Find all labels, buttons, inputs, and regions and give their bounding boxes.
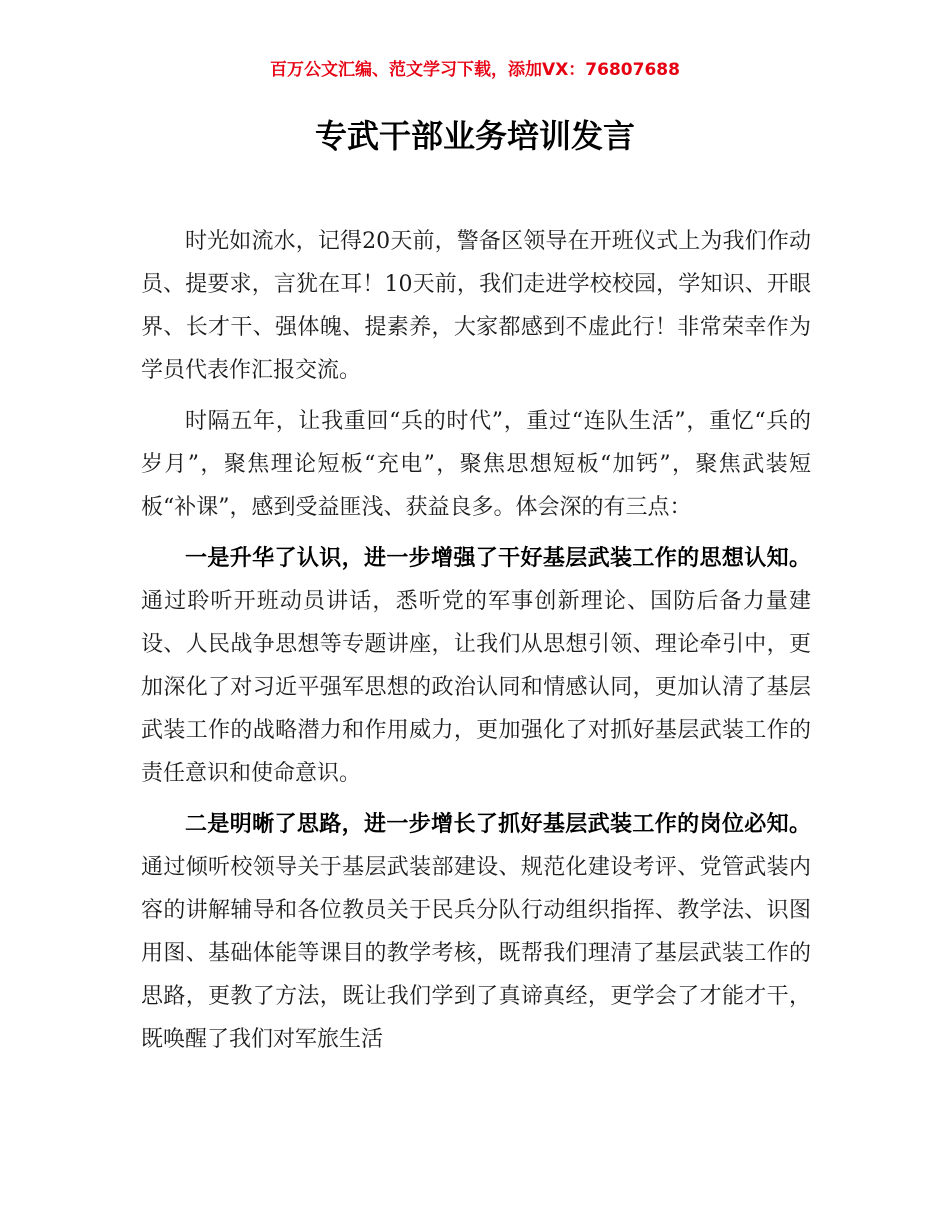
paragraph-2: [141, 400, 811, 529]
document-title: 专武干部业务培训发言: [314, 117, 635, 155]
paragraph-lead-heading: 一是升华了认识，进一步增强了干好基层武装工作的思想认知。: [185, 545, 811, 571]
paragraph-text: 通过倾听校领导关于基层武装部建设、规范化建设考评、党管武装内容的讲解辅导和各位教员关于民兵分队行动组织指挥、教学法、识图用图、基础体能等课目的教学考核，既帮我们理清了基层武装工作的思路，更教了方法，既让我们学到了真谛真经，更学会了才能才干，既唤醒了我们对军旅生活: [141, 855, 811, 1052]
paragraph-text: 时光如流水，记得20天前，警备区领导在开班仪式上为我们作动员、提要求，言犹在耳！10天前，我们走进学校校园，学知识、开眼界、长才干、强体魄、提素养，大家都感到不虚此行！非常荣幸作为学员代表作汇报交流。: [141, 229, 811, 383]
paragraph-lead-heading: 二是明晰了思路，进一步增长了抓好基层武装工作的岗位必知。: [185, 811, 811, 837]
paragraph-3: [141, 537, 811, 795]
document-body: [141, 220, 811, 1069]
paragraph-text: 通过聆听开班动员讲话，悉听党的军事创新理论、国防后备力量建设、人民战争思想等专题讲座，让我们从思想引领、理论牵引中，更加深化了对习近平强军思想的政治认同和情感认同，更加认清了基层武装工作的战略潜力和作用威力，更加强化了对抓好基层武装工作的责任意识和使命意识。: [141, 589, 811, 786]
paragraph-text: 时隔五年，让我重回“兵的时代”，重过“连队生活”，重忆“兵的岁月”，聚焦理论短板“充电”，聚焦思想短板“加钙”，聚焦武装短板“补课”，感到受益匪浅、获益良多。体会深的有三点：: [141, 409, 811, 520]
paragraph-4: [141, 803, 811, 1061]
header-watermark-note: 百万公文汇编、范文学习下载，添加VX：76807688: [270, 60, 680, 80]
paragraph-1: [141, 220, 811, 392]
